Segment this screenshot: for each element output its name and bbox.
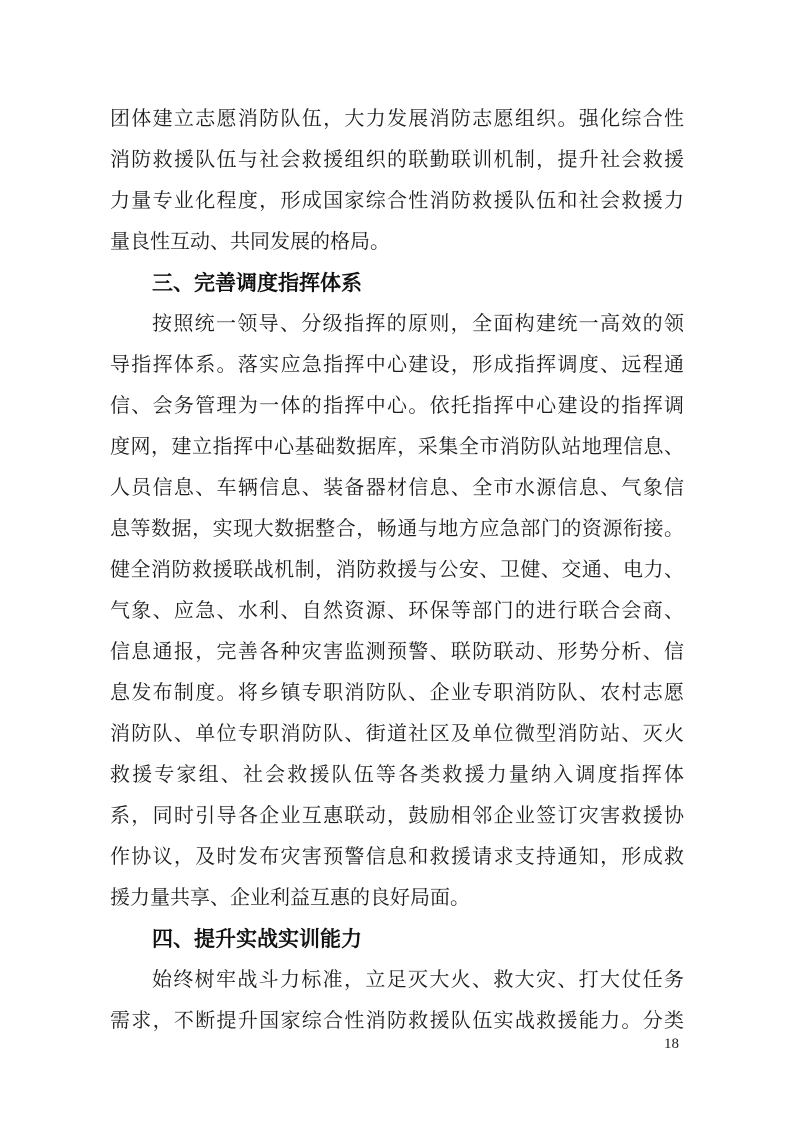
text-line: 度网，建立指挥中心基础数据库，采集全市消防队站地理信息、	[110, 436, 684, 458]
text-line: 信息通报，完善各种灾害监测预警、联防联动、形势分析、信	[110, 641, 684, 663]
text-line: 息等数据，实现大数据整合，畅通与地方应急部门的资源衔接。	[110, 518, 684, 540]
text-line: 团体建立志愿消防队伍，大力发展消防志愿组织。强化综合性	[110, 108, 684, 130]
text-line: 信、会务管理为一体的指挥中心。依托指挥中心建设的指挥调	[110, 395, 684, 417]
text-line: 作协议，及时发布灾害预警信息和救援请求支持通知，形成救	[110, 846, 684, 868]
text-line: 需求，不断提升国家综合性消防救援队伍实战救援能力。分类	[110, 1010, 684, 1032]
text-line: 息发布制度。将乡镇专职消防队、企业专职消防队、农村志愿	[110, 682, 684, 704]
text-line: 消防队、单位专职消防队、街道社区及单位微型消防站、灭火	[110, 723, 684, 745]
text-line: 健全消防救援联战机制，消防救援与公安、卫健、交通、电力、	[110, 559, 684, 581]
text-line: 量良性互动、共同发展的格局。	[110, 231, 390, 253]
page-number: 18	[664, 1036, 679, 1052]
text-line: 援力量共享、企业利益互惠的良好局面。	[110, 887, 470, 909]
text-line: 始终树牢战斗力标准，立足灭大火、救大灾、打大仗任务	[152, 969, 684, 991]
text-line: 气象、应急、水利、自然资源、环保等部门的进行联合会商、	[110, 600, 684, 622]
text-line: 力量专业化程度，形成国家综合性消防救援队伍和社会救援力	[110, 190, 684, 212]
text-line: 人员信息、车辆信息、装备器材信息、全市水源信息、气象信	[110, 477, 684, 499]
text-line: 救援专家组、社会救援队伍等各类救援力量纳入调度指挥体	[110, 764, 684, 786]
text-line: 按照统一领导、分级指挥的原则，全面构建统一高效的领	[152, 313, 684, 335]
text-line: 导指挥体系。落实应急指挥中心建设，形成指挥调度、远程通	[110, 354, 684, 376]
section-heading: 三、完善调度指挥体系	[152, 272, 362, 295]
document-content	[110, 99, 684, 1042]
section-heading: 四、提升实战实训能力	[152, 928, 362, 951]
text-line: 系，同时引导各企业互惠联动，鼓励相邻企业签订灾害救援协	[110, 805, 684, 827]
text-line: 消防救援队伍与社会救援组织的联勤联训机制，提升社会救援	[110, 149, 684, 171]
